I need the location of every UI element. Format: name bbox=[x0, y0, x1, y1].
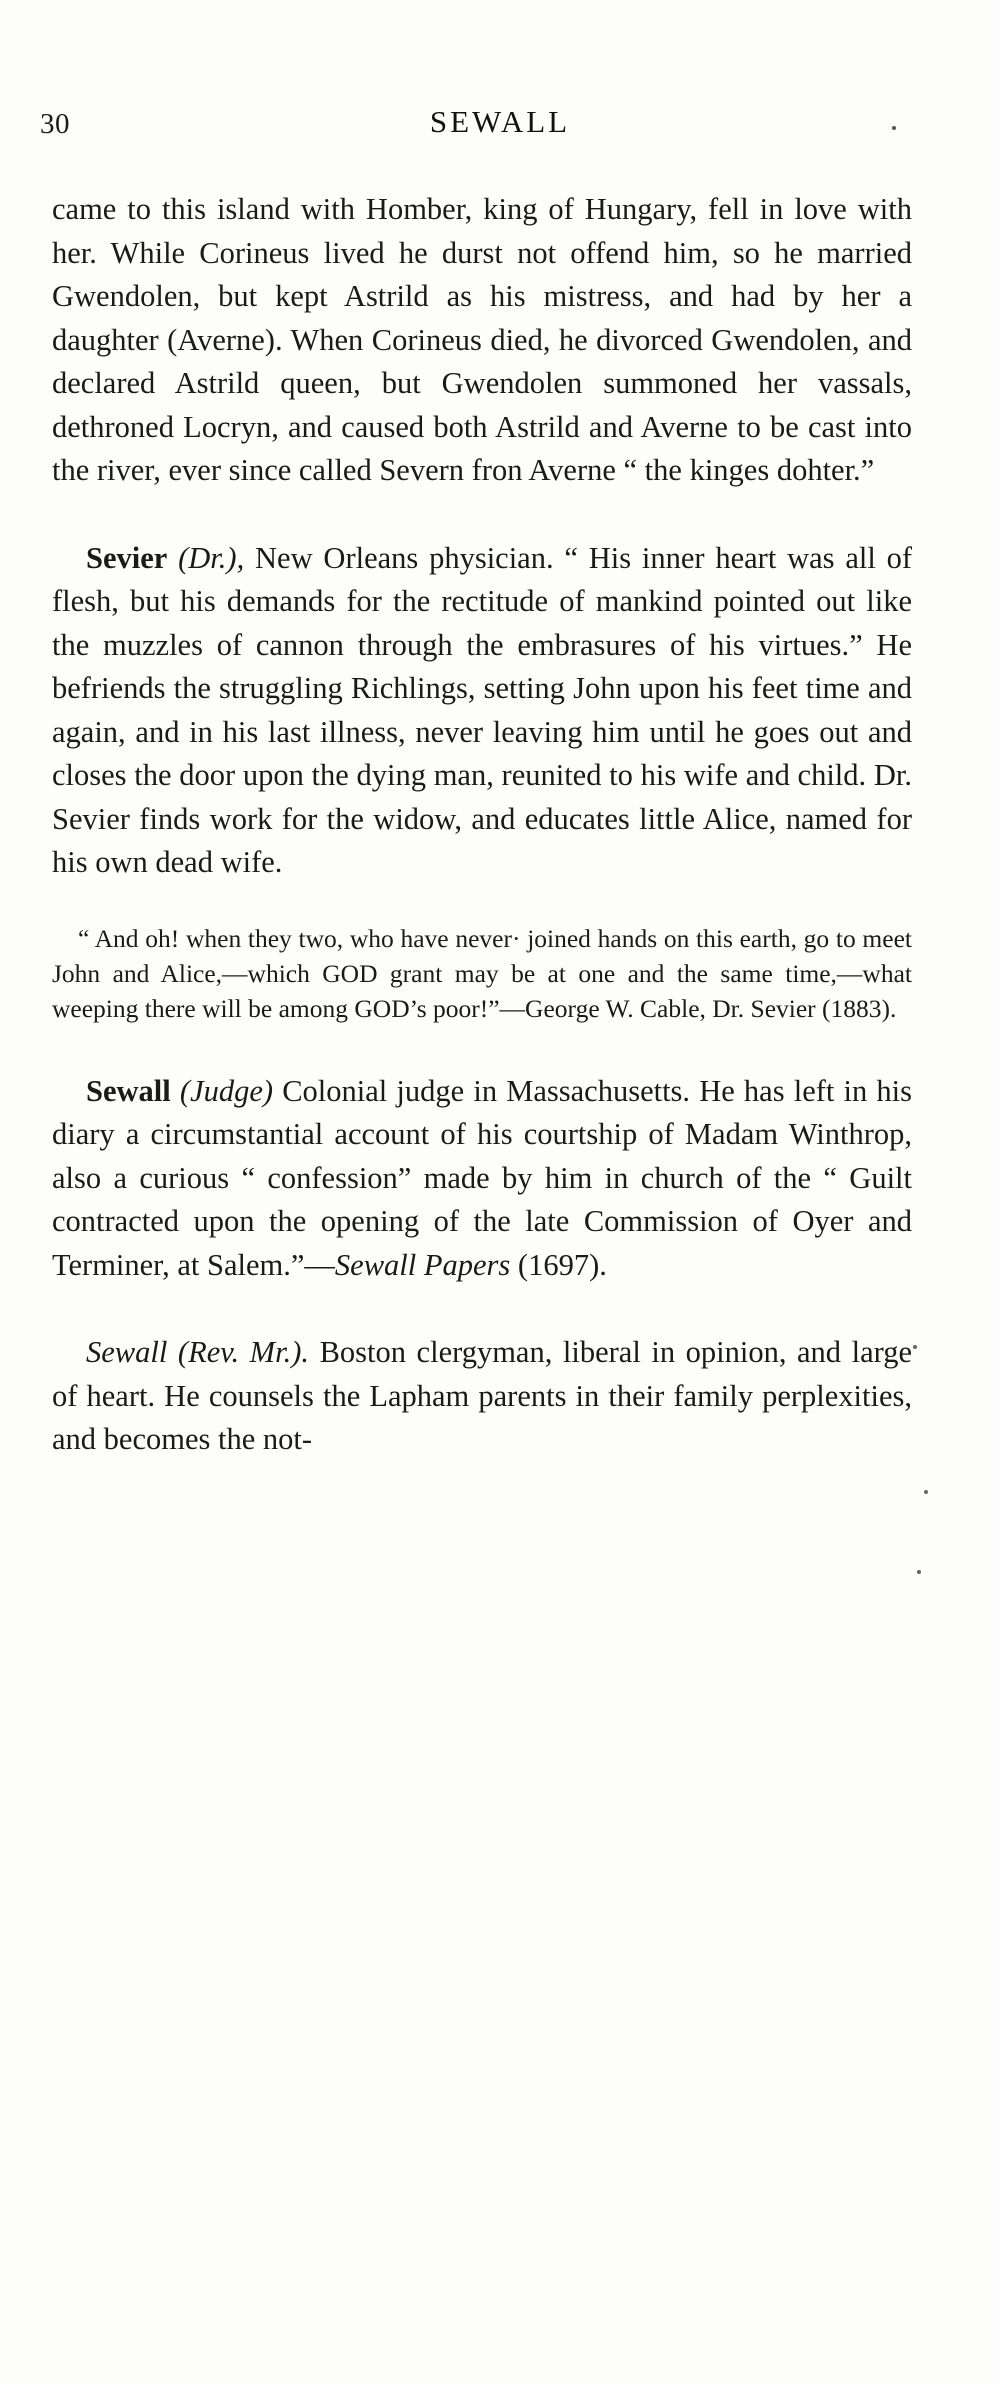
margin-dot-icon bbox=[892, 126, 896, 130]
page-number: 30 bbox=[40, 108, 70, 140]
entry-qualifier-sewall-rev: (Rev. Mr.). bbox=[177, 1335, 309, 1369]
blockquote-sevier bbox=[52, 921, 912, 1026]
entry-body-sevier: New Orleans physician. “ His inner heart was all of flesh, but his demands for the rectitude of mankind pointed out like the muzzles of cannon through the embrasures of his virtues.” He befriends the struggling Richlings, setting John upon his feet time and again, and in his last illness, never leaving him until he goes out and closes the door upon the dying man, reunited to his wife and child. Dr. Sevier finds work for the widow, and educates little Alice, named for his own dead wife. bbox=[52, 540, 913, 879]
entry-source-year-sewall-judge: (1697). bbox=[517, 1247, 607, 1282]
entry-qualifier-sewall-judge: (Judge) bbox=[179, 1073, 274, 1108]
entry-body-sewall-rev: Boston clergyman, liberal in opinion, and large of heart. He counsels the Lapham parents in their family perplexities, and becomes the not- bbox=[52, 1335, 913, 1456]
quote-line-5: GOD’s poor!”—George W. Cable, Dr. Sevier bbox=[354, 993, 816, 1023]
entry-headword-sewall-rev: Sewall bbox=[86, 1335, 168, 1369]
entry-sewall-judge bbox=[52, 1070, 912, 1288]
entry-source-sewall-judge: Sewall Papers bbox=[334, 1247, 511, 1282]
margin-dot-icon bbox=[924, 1490, 928, 1494]
margin-dot-icon bbox=[917, 1570, 921, 1574]
entry-sewall-rev bbox=[52, 1331, 912, 1462]
entry-body-sewall-judge: Colonial judge in Massachusetts. He has left in his diary a circumstantial account of his courtship of Madam Winthrop, also a curious “ confession” made by him in church of the “ Guilt contracted upon the opening of the late Commission of Oyer and Terminer, at Salem.”— bbox=[52, 1073, 913, 1282]
quote-line-3: Alice,—which GOD grant may be at one and the bbox=[160, 958, 708, 988]
quote-line-4: same time,—what weeping there will be among bbox=[52, 958, 912, 1023]
entry-headword-sewall-judge: Sewall bbox=[86, 1073, 171, 1108]
page-header bbox=[0, 104, 1000, 148]
quote-line-1: “ And oh! when they two, who have never· bbox=[78, 923, 521, 953]
quote-line-2: joined hands on this earth, go to meet John and bbox=[52, 923, 912, 988]
running-head: SEWALL bbox=[429, 104, 571, 139]
entry-headword-sevier: Sevier bbox=[86, 540, 168, 575]
entry-sevier bbox=[52, 537, 912, 885]
quote-line-6: (1883). bbox=[822, 993, 897, 1023]
margin-dot-icon bbox=[913, 1345, 917, 1349]
entry-qualifier-sevier: (Dr.), bbox=[178, 540, 245, 575]
paragraph-text: came to this island with Homber, king of Hungary, fell in love with her. While Corineus lived he durst not offend him, so he married Gwendolen, but kept Astrild as his mistress, and had by her a daughter (Averne). When Corineus died, he divorced Gwendolen, and declared Astrild queen, but Gwendolen summoned her vassals, dethroned Locryn, and caused both Astrild and Averne to be cast into the river, ever since called Severn fron Averne “ the kinges dohter.” bbox=[52, 192, 912, 487]
paragraph-locrine-continued bbox=[52, 188, 912, 493]
body-text-column bbox=[52, 188, 912, 1462]
